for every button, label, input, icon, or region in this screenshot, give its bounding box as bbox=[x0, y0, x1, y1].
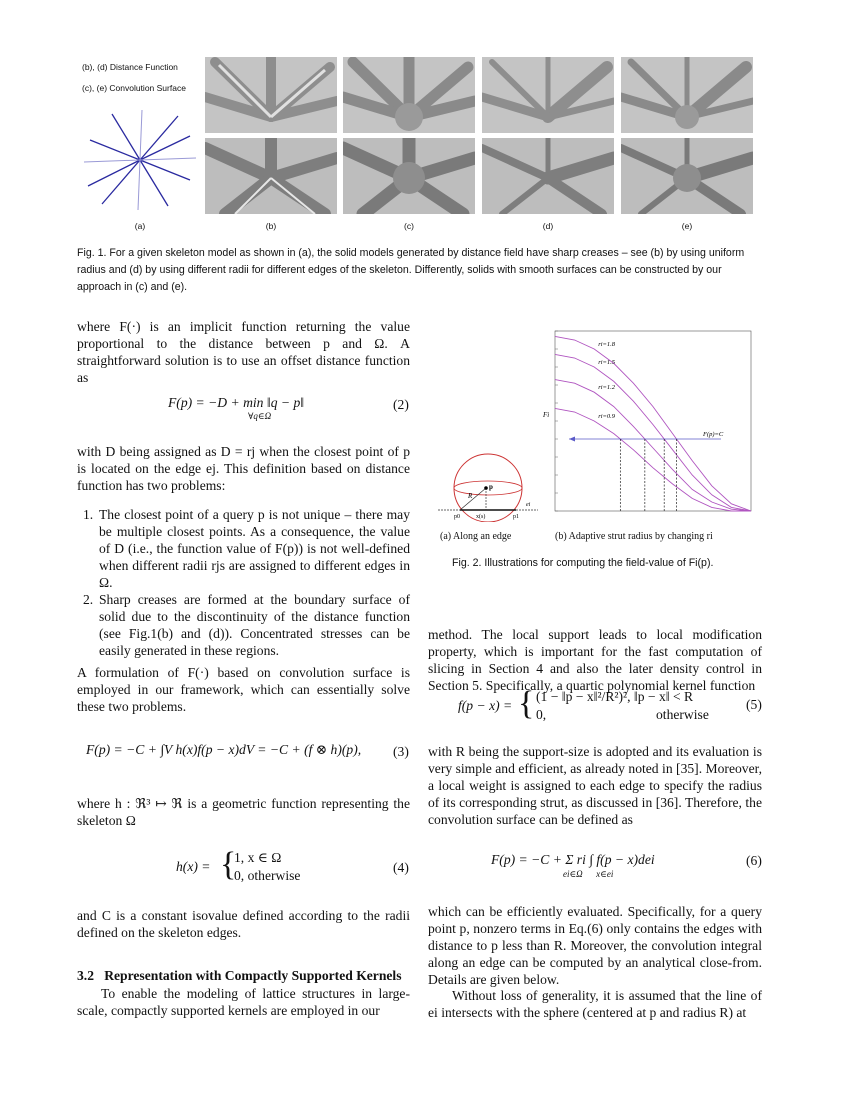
paragraph-compact-kernels: To enable the modeling of lattice structures in large-scale, compactly supported kernels are employed in our bbox=[77, 986, 410, 1018]
legend-distance-function: (b), (d) Distance Function bbox=[82, 62, 178, 72]
list-item: 2. Sharp creases are formed at the boundary surface of solid due to the discontinuity of the distance function (see Fig.1(b) and (d)). Concentrated stresses can be easily generated in these regions. bbox=[83, 592, 410, 658]
panel-label-c: (c) bbox=[404, 221, 414, 231]
equation-3-number: (3) bbox=[393, 744, 409, 759]
threshold-label: F(p)=C bbox=[703, 431, 724, 438]
series-label-2: ri=1.5 bbox=[598, 359, 616, 366]
panel-c-bottom bbox=[343, 138, 475, 214]
equation-6-number: (6) bbox=[746, 853, 762, 868]
panel-e-top bbox=[621, 57, 753, 133]
equation-5-number: (5) bbox=[746, 697, 762, 712]
chart-y-label: Fi bbox=[543, 411, 550, 419]
equation-6-subscript: ei∈Ω x∈ei bbox=[563, 869, 614, 879]
paragraph-local-support: method. The local support leads to local modification property, which is important for the fast computation of slicing in Section 4 and also the later density control in Section 5. Specifically, a quartic polynomial kernel function bbox=[428, 627, 762, 693]
panel-d-bottom bbox=[482, 138, 614, 214]
sphere-label-R: R bbox=[468, 492, 473, 500]
equation-6: F(p) = −C + Σ ri ∫ f(p − x)dei bbox=[491, 852, 655, 867]
fig2-sub-caption-b: (b) Adaptive strut radius by changing ri bbox=[555, 531, 713, 542]
series-label-1: ri=1.8 bbox=[598, 341, 616, 348]
paragraph-distance-definition: with D being assigned as D = rj when the closest point of p is located on the edge ej. This definition based on distance function has two problems: bbox=[77, 444, 410, 493]
equation-3: F(p) = −C + ∫V h(x)f(p − x)dV = −C + (f ⊗ h)(p), bbox=[86, 742, 362, 757]
paragraph-convolution-intro: A formulation of F(·) based on convolution surface is employed in our framework, which can essentially solve these two problems. bbox=[77, 665, 410, 714]
chart-frame bbox=[555, 331, 751, 511]
paragraph-support-size: with R being the support-size is adopted and its evaluation is very simple and efficient, as already noted in [35]. Moreover, a local weight is assigned to each edge to specify the radius of its corresponding strut, as discussed in [36]. Therefore, the convolution surface can be defined as bbox=[428, 744, 762, 827]
series-line-3 bbox=[555, 380, 751, 511]
threshold-arrow bbox=[569, 437, 575, 442]
list-item: 1. The closest point of a query p is not unique – there may be multiple closest points. As a consequence, the value of D (i.e., the function value of F(p)) is not well-defined when different radii rjs are assigned to different edges in Ω. bbox=[83, 507, 410, 590]
panel-label-a: (a) bbox=[134, 221, 146, 231]
panel-b-bottom bbox=[205, 138, 337, 214]
paragraph-distance-intro: where F(·) is an implicit function returning the value proportional to the distance between p and Ω. A straightforward solution is to use an offset distance function as bbox=[77, 319, 410, 385]
sphere-label-p1: p1 bbox=[513, 514, 519, 520]
problem-list bbox=[77, 506, 410, 659]
series-label-4: ri=0.9 bbox=[598, 413, 616, 420]
paragraph-geometric-function: where h : ℜ³ ↦ ℜ is a geometric function representing the skeleton Ω bbox=[77, 796, 410, 828]
equation-5-case-2-value: 0, bbox=[536, 707, 547, 722]
panel-label-d: (d) bbox=[542, 221, 554, 231]
equation-4-number: (4) bbox=[393, 860, 409, 875]
strut-radius-chart bbox=[541, 325, 757, 521]
sphere-edge-diagram bbox=[438, 448, 538, 522]
series-label-3: ri=1.2 bbox=[598, 384, 616, 392]
panel-e-bottom bbox=[621, 138, 753, 214]
figure-1-caption: Fig. 1. For a given skeleton model as shown in (a), the solid models generated by distance field have sharp creases – see (b) by using uniform radius and (d) by using different radii for different edges of the skeleton. Differently, solids with smooth surfaces can be constructed by our approach in (c) and (e). bbox=[77, 247, 745, 293]
equation-2-subscript: ∀q∈Ω bbox=[248, 411, 272, 421]
equation-4-case-2: 0, otherwise bbox=[234, 868, 301, 883]
equation-5-case-1: (1 − ‖p − x‖²/R²)², ‖p − x‖ < R bbox=[536, 689, 694, 704]
fig2-sub-caption-a: (a) Along an edge bbox=[440, 531, 512, 542]
sphere-label-ei: ei bbox=[526, 502, 531, 508]
panel-c-top bbox=[343, 57, 475, 133]
panel-b-top bbox=[205, 57, 337, 133]
panel-d-top bbox=[482, 57, 614, 133]
equation-4-case-1: 1, x ∈ Ω bbox=[234, 850, 282, 865]
panel-label-e: (e) bbox=[681, 221, 693, 231]
equation-5: f(p − x) = { (1 − ‖p − x‖²/R²)², ‖p − x‖ < R 0, otherwise bbox=[458, 685, 709, 722]
equation-5-case-2-cond: otherwise bbox=[656, 707, 709, 722]
equation-2: F(p) = −D + min ‖q − p‖ ∀q∈Ω bbox=[168, 395, 305, 421]
skeleton-model-image bbox=[82, 106, 198, 214]
paragraph-efficient-evaluation: which can be efficiently evaluated. Specifically, for a query point p, nonzero terms in Eq.(6) only contains the edges with distance to p less than R. Moreover, the convolution integral along an edge can be computed by an analytical close-from. Details are given below. bbox=[428, 904, 762, 987]
equation-4: h(x) = { 1, x ∈ Ω 0, otherwise bbox=[176, 846, 301, 883]
paragraph-isovalue: and C is a constant isovalue defined according to the radii defined on the skeleton edges. bbox=[77, 908, 410, 940]
equation-2-number: (2) bbox=[393, 397, 409, 412]
section-heading-3-2: 3.2 Representation with Compactly Supported Kernels bbox=[77, 968, 402, 983]
figure-2-caption: Fig. 2. Illustrations for computing the field-value of Fi(p). bbox=[452, 557, 714, 569]
series-line-4 bbox=[555, 408, 751, 511]
paragraph-generality: Without loss of generality, it is assumed that the line of ei intersects with the sphere (centered at p and radius R) at bbox=[428, 988, 762, 1020]
sphere-label-x: x(s) bbox=[476, 514, 486, 520]
sphere-label-p0: p0 bbox=[454, 514, 460, 520]
legend-convolution-surface: (c), (e) Convolution Surface bbox=[82, 83, 186, 93]
panel-label-b: (b) bbox=[265, 221, 277, 231]
sphere-label-p: p bbox=[489, 483, 493, 491]
